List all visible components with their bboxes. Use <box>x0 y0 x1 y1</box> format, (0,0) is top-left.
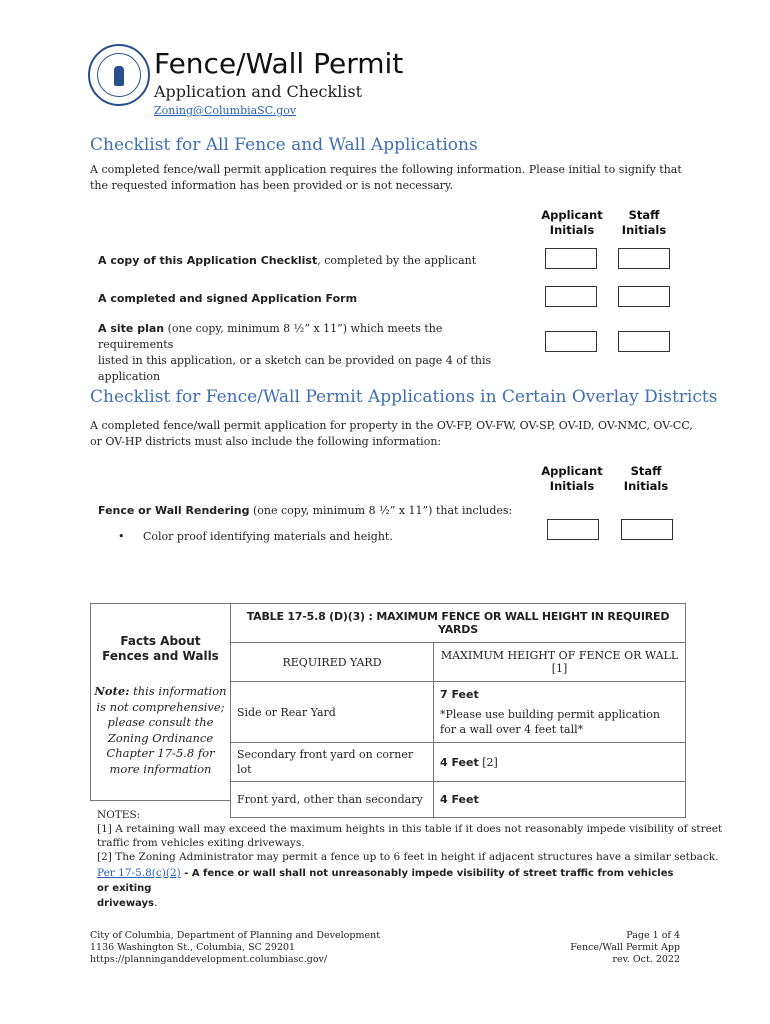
facts-note-line: Chapter 17-5.8 for <box>106 746 215 760</box>
facts-note-line: more information <box>109 761 212 776</box>
checklist-item-bold: A copy of this Application Checklist <box>98 254 318 267</box>
table-header-row <box>231 643 686 682</box>
facts-note-line: please consult the <box>107 715 214 729</box>
checklist-item-text-line2: listed in this application, or a sketch can be provided on page 4 of this <box>98 354 492 367</box>
footer-revision: rev. Oct. 2022 <box>612 954 680 965</box>
section1-intro-line1: A completed fence/wall permit application requires the following information. Please initial to signify that <box>90 163 682 176</box>
bullet-icon: • <box>118 530 125 543</box>
footer-doc-name: Fence/Wall Permit App <box>570 942 680 953</box>
notes-label: NOTES: <box>97 809 141 821</box>
col-header-applicant-line1: Applicant <box>541 208 603 222</box>
applicant-initials-box-4[interactable] <box>547 519 599 540</box>
page-title: Fence/Wall Permit <box>154 47 404 80</box>
applicant-initials-box-1[interactable] <box>545 248 597 269</box>
checklist-item-text: (one copy, minimum 8 ½” x 11”) that includes: <box>249 504 513 517</box>
facts-note-text: this information <box>129 684 227 698</box>
col-header-staff-line2: Initials <box>623 479 669 493</box>
checklist-item-application-form <box>98 291 357 307</box>
footer-department: City of Columbia, Department of Planning and Development <box>90 930 381 941</box>
page-subtitle: Application and Checklist <box>154 82 363 101</box>
table-title: TABLE 17-5.8 (D)(3) : MAXIMUM FENCE OR WALL HEIGHT IN REQUIRED YARDS <box>231 604 686 643</box>
col-header-staff-line2: Initials <box>621 223 667 237</box>
facts-title-line1: Facts About <box>120 634 201 648</box>
section-heading-all-applications: Checklist for All Fence and Wall Applications <box>90 135 478 155</box>
col-header-applicant-line2: Initials <box>549 479 595 493</box>
facts-panel <box>90 603 230 801</box>
per-section-link[interactable]: Per 17-5.8(c)(2) <box>97 867 181 879</box>
col-header-staff-line1: Staff <box>630 464 662 478</box>
table-cell-height <box>434 682 686 743</box>
max-height-table <box>230 603 686 818</box>
section1-intro-line2: the requested information has been provided or is not necessary. <box>90 179 454 192</box>
footer-website-link[interactable]: https://planninganddevelopment.columbiasc.gov/ <box>90 954 328 965</box>
height-note: [2] <box>478 755 498 769</box>
per-section-bold-text: - A fence or wall shall not unreasonably impede visibility of street traffic from vehicles or exiting <box>97 868 674 894</box>
facts-note-line: is not comprehensive; <box>96 699 225 714</box>
checklist-item-rendering <box>98 503 512 519</box>
footer-right <box>570 930 680 966</box>
height-note: *Please use building permit application for a wall over 4 feet tall* <box>440 707 660 736</box>
footer-address: 1136 Washington St., Columbia, SC 29201 <box>90 942 296 953</box>
facts-note <box>91 684 230 777</box>
footer-left <box>90 930 380 966</box>
table-row <box>231 682 686 743</box>
table-row <box>231 743 686 782</box>
footer-page-number: Page 1 of 4 <box>626 930 680 941</box>
height-value: 7 Feet <box>440 687 479 701</box>
staff-initials-box-3[interactable] <box>618 331 670 352</box>
staff-initials-box-1[interactable] <box>618 248 670 269</box>
note-2: [2] The Zoning Administrator may permit a fence up to 6 feet in height if adjacent structures have a similar setback. <box>97 851 719 863</box>
col-header-applicant-2 <box>536 464 608 494</box>
section-heading-overlay-districts: Checklist for Fence/Wall Permit Applications in Certain Overlay Districts <box>90 387 718 407</box>
per-section-period: . <box>153 897 158 909</box>
col-header-staff <box>612 208 676 238</box>
col-header-applicant <box>536 208 608 238</box>
height-value: 4 Feet <box>440 793 479 806</box>
height-value: 4 Feet <box>440 755 479 769</box>
table-header-yard: REQUIRED YARD <box>231 643 434 682</box>
seal-figure <box>114 66 124 86</box>
facts-note-line: Zoning Ordinance <box>107 730 214 745</box>
col-header-applicant-line2: Initials <box>549 223 595 237</box>
checklist-item-bold: A site plan <box>98 322 165 335</box>
per-section-bold-text-line2: driveways <box>97 898 154 909</box>
note-1-line1: [1] A retaining wall may exceed the maximum heights in this table if it does not reasonably impede visibility of street <box>97 823 723 835</box>
checklist-item-text-line3: application <box>98 370 161 383</box>
bullet-item-color-proof: Color proof identifying materials and height. <box>143 530 393 543</box>
applicant-initials-box-2[interactable] <box>545 286 597 307</box>
checklist-item-text: (one copy, minimum 8 ½” x 11”) which meets the requirements <box>98 322 443 351</box>
table-header-height: MAXIMUM HEIGHT OF FENCE OR WALL [1] <box>434 643 686 682</box>
per-section-note <box>97 866 687 911</box>
table-cell-yard: Secondary front yard on corner lot <box>231 743 434 782</box>
notes-block <box>97 808 722 864</box>
table-cell-yard: Front yard, other than secondary <box>231 782 434 818</box>
checklist-item-bold: A completed and signed Application Form <box>98 292 358 305</box>
col-header-staff-line1: Staff <box>628 208 660 222</box>
checklist-item-application-checklist <box>98 253 476 269</box>
table-title-row <box>231 604 686 643</box>
applicant-initials-box-3[interactable] <box>545 331 597 352</box>
col-header-applicant-line1: Applicant <box>541 464 603 478</box>
checklist-item-site-plan <box>98 321 518 385</box>
city-seal-logo <box>88 44 150 106</box>
facts-title-line2: Fences and Walls <box>102 649 219 663</box>
staff-initials-box-2[interactable] <box>618 286 670 307</box>
staff-initials-box-4[interactable] <box>621 519 673 540</box>
checklist-item-text: , completed by the applicant <box>317 254 477 267</box>
col-header-staff-2 <box>614 464 678 494</box>
checklist-item-bold: Fence or Wall Rendering <box>98 504 250 517</box>
facts-note-label: Note: <box>94 684 130 698</box>
section2-intro-line1: A completed fence/wall permit application for property in the OV-FP, OV-FW, OV-SP, OV-ID, OV-NMC, OV-CC, <box>90 419 693 432</box>
facts-title <box>91 634 230 664</box>
zoning-email-link[interactable]: Zoning@ColumbiaSC.gov <box>154 104 297 117</box>
note-1-line2: traffic from vehicles exiting driveways. <box>97 837 305 849</box>
table-cell-height <box>434 743 686 782</box>
table-cell-yard: Side or Rear Yard <box>231 682 434 743</box>
section2-intro-line2: or OV-HP districts must also include the following information: <box>90 435 442 448</box>
